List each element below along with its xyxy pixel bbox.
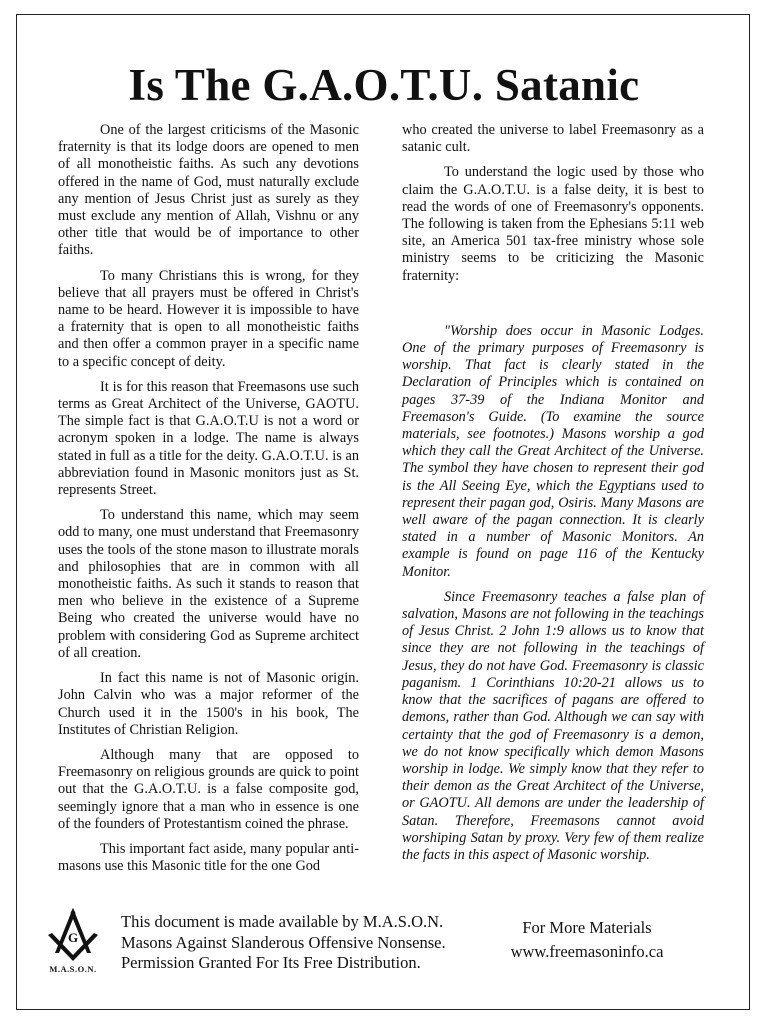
footer-line: Permission Granted For Its Free Distribution. [121,953,421,972]
paragraph: This important fact aside, many popular anti-masons use this Masonic title for the one God [58,840,359,875]
logo-letter: G [67,930,79,945]
footer-contact [500,916,674,964]
paragraph: It is for this reason that Freemasons use such terms as Great Architect of the Universe, GAOTU. The simple fact is that G.A.O.T.U is not a word or acronym spoken in a lodge. The name is always stated in full as a title for the deity. G.A.O.T.U. is an abbreviation found in Masonic monitors just as St. represents Street. [58,378,359,499]
left-column [58,122,359,883]
paragraph: One of the largest criticisms of the Masonic fraternity is that its lodge doors are opened to men of all monotheistic faiths. As such any devotions offered in the name of God, must naturally exclude any mention of Jesus Christ just as surely as they must exclude any mention of Allah, Vishnu or any other title that would be of importance to other faiths. [58,122,359,259]
spacer [402,293,704,323]
footer-notice [121,912,446,974]
paragraph: To many Christians this is wrong, for they believe that all prayers must be offered in Christ's name to be heard. However it is impossible to have a fraternity that is open to all monotheistic faiths and then offer a common prayer in a specific name to a specific concept of deity. [58,267,359,370]
more-materials-label: For More Materials [522,918,652,937]
website-link[interactable]: www.freemasoninfo.ca [510,942,664,961]
footer-line: This document is made available by M.A.S.O.N. [121,912,444,931]
paragraph: To understand the logic used by those who claim the G.A.O.T.U. is a false deity, it is best to read the words of one of Freemasonry's opponents. The following is taken from the Ephesians 5:11 web site, an America 501 tax-free ministry whose sole ministry seems to be criticizing the Masonic fraternity: [402,164,704,284]
right-column [402,122,704,872]
quote-paragraph: Since Freemasonry teaches a false plan of salvation, Masons are not following in the teachings of Jesus Christ. 2 John 1:9 allows us to know that since they are not following in the teachings of Jesus, they do not have God. Freemasonry is classic paganism. 1 Corinthians 10:20-21 allows us to know that the sacrifices of pagans are offered to demons, rather than God. Although we can say with certainty that the god of Freemasonry is a demon, we do not know specifically which demon Masons worship in lodge. We simply know that they refer to their demon as the Great Architect of the Universe, or GAOTU. All demons are under the leadership of Satan. Therefore, Freemasons cannot avoid worshiping Satan by proxy. Very few of them realize the facts in this aspect of Masonic worship. [402,588,704,863]
paragraph: In fact this name is not of Masonic origin. John Calvin who was a major reformer of the Church used it in the 1500's in his book, The Institutes of Christian Religion. [58,670,359,738]
page-title: Is The G.A.O.T.U. Satanic [128,60,640,110]
paragraph: Although many that are opposed to Freemasonry on religious grounds are quick to point out that the G.A.O.T.U. is a false composite god, seemingly ignore that a man who in essence is one of the founders of Protestantism coined the phrase. [58,746,359,832]
paragraph-continuation: who created the universe to label Freemasonry as a satanic cult. [402,122,704,156]
quote-paragraph: "Worship does occur in Masonic Lodges. One of the primary purposes of Freemasonry is worship. That fact is clearly stated in the Declaration of Principles which is contained on pages 37-39 of the Indiana Monitor and Freemason's Guide. (To examine the source materials, see footnotes.) Masons worship a god which they call the Great Architect of the Universe. The symbol they have chosen to represent their god is the All Seeing Eye, which the Egyptians used to represent their pagan god, Osiris. Many Masons are well aware of the pagan connection. It is clearly stated in a number of Masonic Monitors. An example is found on page 116 of the Kentucky Monitor. [402,322,704,580]
footer-line: Masons Against Slanderous Offensive Nonsense. [121,932,446,952]
paragraph: To understand this name, which may seem odd to many, one must understand that Freemasonry uses the tools of the stone mason to illustrate morals and philosophies that are in common with all monotheistic faiths. As such it stands to reason that men who believe in the existence of a Supreme Being who created the universe would have no problem with considering God as Supreme architect of all creation. [58,507,359,661]
logo-label: M.A.S.O.N. [49,964,97,974]
